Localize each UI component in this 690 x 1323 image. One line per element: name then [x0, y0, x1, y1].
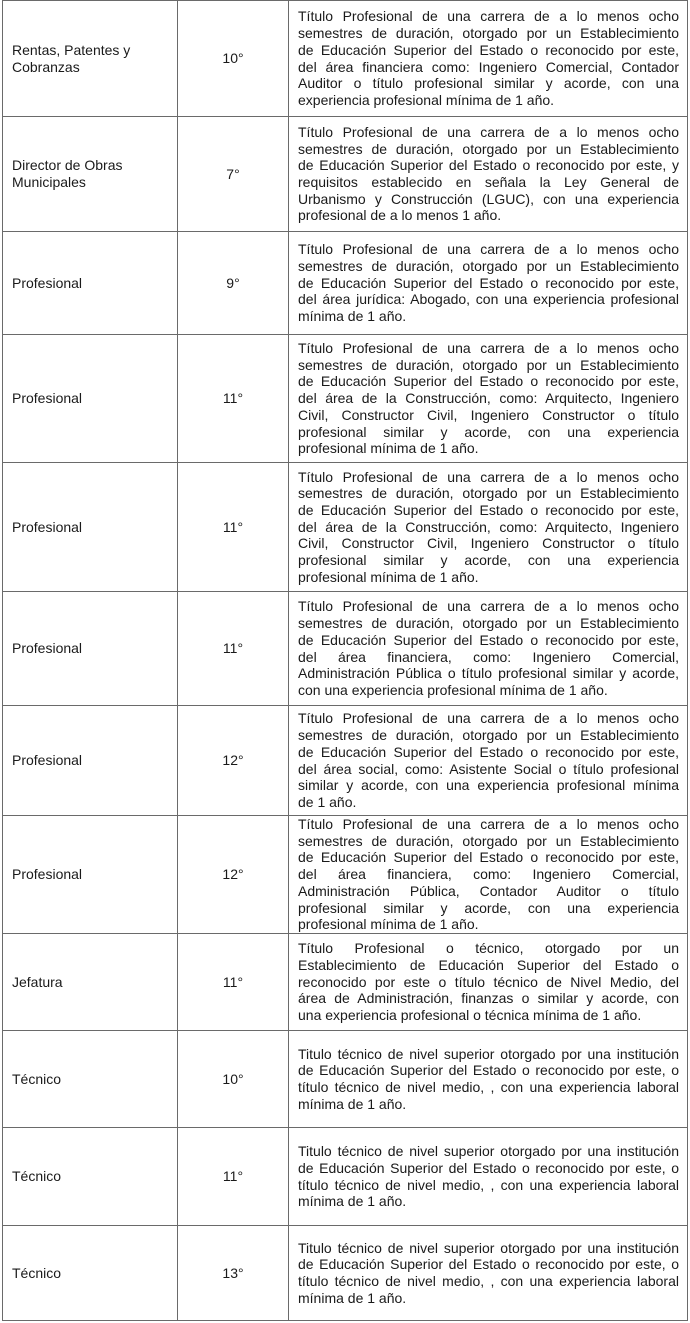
requisitos-line: similar y acorde, con una experiencia profesional mínima — [298, 777, 679, 794]
requisitos-cell — [289, 1128, 688, 1226]
table-row — [3, 1, 688, 117]
requisitos-line: del área financiera, como: Ingeniero Comercial, — [298, 866, 679, 883]
requisitos-line: del área financiera, como: Ingeniero Comercial, — [298, 648, 679, 665]
requisitos-line: del área social, como: Asistente Social o título profesional — [298, 760, 679, 777]
requisitos-line: título técnico de nivel medio, , con una experiencia laboral — [298, 1176, 679, 1193]
grado-cell: 12° — [178, 816, 289, 934]
requisitos-line: Título Profesional de una carrera de a lo menos ocho — [298, 8, 679, 25]
cargo-text: Cobranzas — [12, 58, 80, 75]
requisitos-line: título técnico de nivel medio, , con una experiencia laboral — [298, 1079, 679, 1095]
table-row — [3, 1031, 688, 1128]
requisitos-line: Urbanismo y Construcción (LGUC), con una experiencia — [298, 190, 679, 207]
cargo-text: Técnico — [12, 1264, 62, 1281]
cargo-text: Rentas, Patentes y — [12, 41, 131, 58]
cargo-text: Técnico — [12, 1070, 62, 1087]
cargo-cell — [3, 592, 178, 706]
requisitos-line: Civil, Constructor Civil, Ingeniero Constructor o título — [298, 535, 679, 552]
requisitos-line: Administración Pública o título profesional similar y acorde, — [298, 665, 679, 682]
requisitos-line: profesional similar y acorde, con una experiencia — [298, 423, 679, 440]
cargo-text: Director de Obras — [12, 157, 123, 174]
cargo-cell — [3, 1031, 178, 1128]
cargo-text: Profesional — [12, 866, 83, 883]
requisitos-line: semestres de duración, otorgado por un Establecimiento — [298, 257, 679, 274]
requisitos-line: semestres de duración, otorgado por un Establecimiento — [298, 25, 679, 42]
requisitos-line: con una experiencia profesional mínima de 1 año. — [298, 681, 608, 698]
requisitos-line: del área financiera como: Ingeniero Comercial, Contador — [298, 58, 679, 75]
requisitos-line: Título Profesional de una carrera de a lo menos ocho — [298, 340, 679, 357]
table-row — [3, 117, 688, 232]
cargo-text: Profesional — [12, 274, 83, 291]
table-row — [3, 934, 688, 1031]
cargo-text: Profesional — [12, 752, 83, 769]
requisitos-line: Título Profesional de una carrera de a lo menos ocho — [298, 123, 679, 140]
requisitos-line: Título Profesional de una carrera de a lo menos ocho — [298, 710, 679, 727]
requisitos-cell — [289, 1, 688, 117]
grado-cell: 12° — [178, 706, 289, 816]
requirements-table — [2, 0, 688, 1321]
grado-cell: 11° — [178, 335, 289, 463]
requisitos-line: Establecimiento de Educación Superior del Estado o — [298, 956, 679, 973]
requisitos-line: mínima de 1 año. — [298, 1289, 407, 1306]
requisitos-line: profesional similar y acorde, con una experiencia — [298, 899, 679, 916]
requisitos-line: de 1 año. — [298, 793, 357, 810]
grado-cell: 11° — [178, 1128, 289, 1226]
cargo-cell — [3, 335, 178, 463]
requisitos-line: profesional de a lo menos 1 año. — [298, 207, 502, 224]
table-row — [3, 816, 688, 934]
requisitos-line: semestres de duración, otorgado por un Establecimiento — [298, 485, 679, 502]
requisitos-line: del área de la Construcción, como: Arquitecto, Ingeniero — [298, 518, 679, 535]
requisitos-line: Titulo técnico de nivel superior otorgado por una institución — [298, 1143, 679, 1160]
cargo-text: Profesional — [12, 640, 83, 657]
table-body — [3, 1, 688, 1321]
requisitos-cell — [289, 592, 688, 706]
requisitos-cell — [289, 232, 688, 335]
table-row — [3, 1128, 688, 1226]
requisitos-line: semestres de duración, otorgado por un Establecimiento — [298, 356, 679, 373]
requisitos-cell — [289, 463, 688, 592]
requisitos-cell — [289, 335, 688, 463]
requisitos-line: Titulo técnico de nivel superior otorgado por una institución — [298, 1045, 679, 1062]
requisitos-line: mínima de 1 año. — [298, 1193, 407, 1210]
requisitos-line: Título Profesional de una carrera de a lo menos ocho — [298, 468, 679, 485]
requisitos-line: de Educación Superior del Estado o reconocido por este, — [298, 373, 679, 390]
cargo-cell — [3, 706, 178, 816]
grado-cell: 10° — [178, 1031, 289, 1128]
requisitos-line: título técnico de nivel medio, , con una experiencia laboral — [298, 1273, 679, 1289]
cargo-cell — [3, 1226, 178, 1321]
grado-cell: 13° — [178, 1226, 289, 1321]
requisitos-line: de Educación Superior del Estado o reconocido por este, o — [298, 1256, 679, 1273]
requisitos-line: de Educación Superior del Estado o reconocido por este, o — [298, 1159, 679, 1176]
grado-cell: 10° — [178, 1, 289, 117]
table-row — [3, 463, 688, 592]
requisitos-line: del área de la Construcción, como: Arquitecto, Ingeniero — [298, 390, 679, 407]
requisitos-cell — [289, 117, 688, 232]
requisitos-line: de Educación Superior del Estado o reconocido por este, — [298, 631, 679, 648]
grado-cell: 9° — [178, 232, 289, 335]
cargo-cell — [3, 1128, 178, 1226]
requisitos-line: de Educación Superior del Estado o reconocido por este, o — [298, 1062, 679, 1079]
cargo-cell — [3, 117, 178, 232]
requisitos-line: de Educación Superior del Estado o reconocido por este, — [298, 274, 679, 291]
requisitos-line: reconocido por este o título técnico de Nivel Medio, del — [298, 973, 679, 990]
requisitos-line: de Educación Superior del Estado o reconocido por este, y — [298, 157, 679, 174]
requisitos-line: Título Profesional de una carrera de a lo menos ocho — [298, 598, 679, 615]
table-row — [3, 706, 688, 816]
requisitos-cell — [289, 1226, 688, 1321]
cargo-cell — [3, 463, 178, 592]
requisitos-line: Título Profesional de una carrera de a lo menos ocho — [298, 241, 679, 258]
requisitos-line: Auditor o título profesional similar y acorde, con una — [298, 75, 679, 92]
requisitos-line: semestres de duración, otorgado por un Establecimiento — [298, 727, 679, 744]
table-row — [3, 232, 688, 335]
requisitos-line: profesional mínima de 1 año. — [298, 916, 479, 933]
cargo-cell — [3, 816, 178, 934]
requisitos-line: de Educación Superior del Estado o reconocido por este, — [298, 41, 679, 58]
requisitos-line: del área jurídica: Abogado, con una experiencia profesional — [298, 291, 679, 308]
requisitos-line: semestres de duración, otorgado por un Establecimiento — [298, 615, 679, 632]
table-row — [3, 592, 688, 706]
requisitos-line: semestres de duración, otorgado por un Establecimiento — [298, 140, 679, 157]
requisitos-line: área de Administración, finanzas o similar y acorde, con — [298, 990, 679, 1007]
requisitos-line: Administración Pública, Contador Auditor o título — [298, 882, 679, 899]
requisitos-line: Título Profesional de una carrera de a lo menos ocho — [298, 816, 679, 833]
requisitos-line: de Educación Superior del Estado o reconocido por este, — [298, 501, 679, 518]
requisitos-cell — [289, 1031, 688, 1128]
table-row — [3, 1226, 688, 1321]
requisitos-line: experiencia profesional mínima de 1 año. — [298, 91, 555, 108]
requisitos-line: una experiencia profesional o técnica mínima de 1 año. — [298, 1007, 642, 1024]
grado-cell: 11° — [178, 934, 289, 1031]
cargo-cell — [3, 934, 178, 1031]
requisitos-line: Civil, Constructor Civil, Ingeniero Constructor o título — [298, 406, 679, 423]
requisitos-cell — [289, 934, 688, 1031]
requisitos-line: profesional similar y acorde, con una experiencia — [298, 552, 679, 569]
table-row — [3, 335, 688, 463]
requisitos-line: de Educación Superior del Estado o reconocido por este, — [298, 743, 679, 760]
cargo-text: Profesional — [12, 390, 83, 407]
requisitos-line: de Educación Superior del Estado o reconocido por este, — [298, 849, 679, 866]
cargo-text: Municipales — [12, 174, 86, 190]
requisitos-line: profesional mínima de 1 año. — [298, 568, 479, 585]
requisitos-cell — [289, 706, 688, 816]
requisitos-line: profesional mínima de 1 año. — [298, 440, 479, 457]
requisitos-line: Título Profesional o técnico, otorgado por un — [298, 940, 679, 957]
cargo-cell — [3, 1, 178, 117]
grado-cell: 11° — [178, 592, 289, 706]
requisitos-cell — [289, 816, 688, 934]
cargo-text: Profesional — [12, 518, 83, 535]
cargo-text: Técnico — [12, 1168, 62, 1185]
requisitos-line: requisitos establecido en señala la Ley General de — [298, 174, 679, 190]
grado-cell: 7° — [178, 117, 289, 232]
requisitos-line: mínima de 1 año. — [298, 1095, 407, 1112]
requisitos-line: mínima de 1 año. — [298, 308, 407, 325]
requisitos-line: Titulo técnico de nivel superior otorgado por una institución — [298, 1239, 679, 1256]
grado-cell: 11° — [178, 463, 289, 592]
cargo-cell — [3, 232, 178, 335]
cargo-text: Jefatura — [12, 973, 63, 990]
requisitos-line: semestres de duración, otorgado por un Establecimiento — [298, 832, 679, 849]
